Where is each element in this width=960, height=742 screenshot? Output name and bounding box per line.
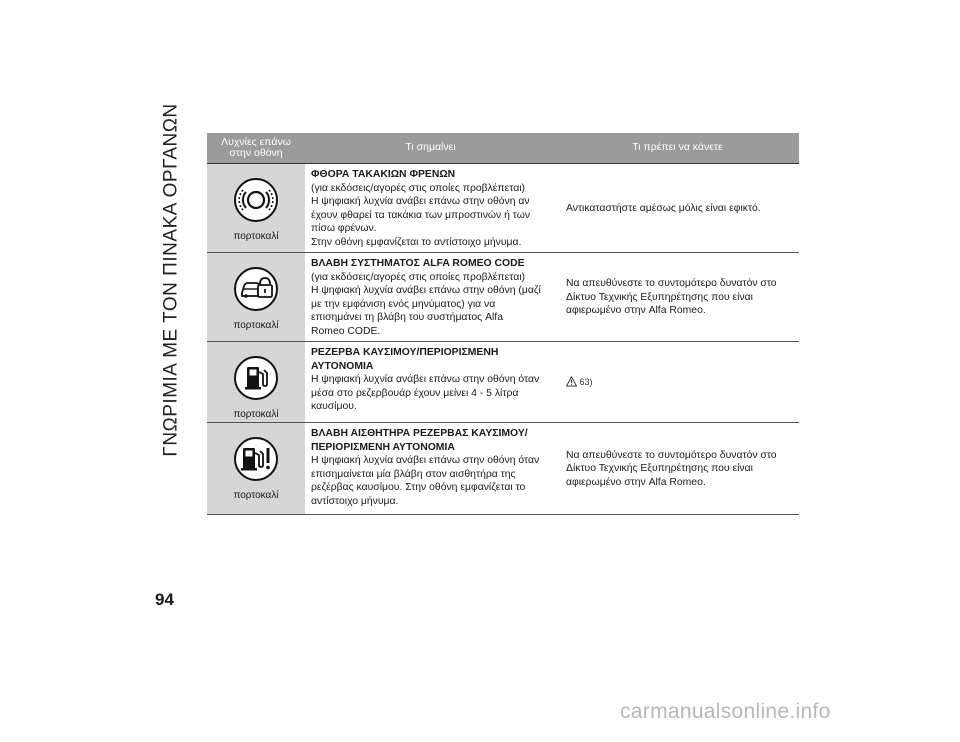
meaning-line: έχουν φθαρεί τα τακάκια των μπροστινών ή των: [311, 209, 531, 221]
car-lock-icon: [234, 267, 278, 311]
table-row: [207, 253, 799, 342]
warning-reference-number: 63): [579, 376, 593, 387]
meaning-cell: [305, 342, 556, 423]
meaning-line: (για εκδόσεις/αγορές στις οποίες προβλέπεται): [311, 271, 525, 283]
meaning-line: Η ψηφιακή λυχνία ανάβει επάνω στην οθόνη όταν: [311, 455, 540, 466]
action-line: Να απευθύνεστε το συντομότερο δυνατόν στο: [566, 449, 777, 461]
meaning-line: Romeo CODE.: [311, 325, 381, 337]
meaning-line: Η ψηφιακή λυχνία ανάβει επάνω στην οθόνη (μαζί: [311, 285, 541, 296]
action-line: Αντικαταστήστε αμέσως μόλις είναι εφικτό.: [566, 202, 761, 214]
page-number: 94: [155, 590, 174, 609]
row-title: ΒΛΑΒΗ ΑΙΣΘΗΤΗΡΑ ΡΕΖΕΡΒΑΣ ΚΑΥΣΙΜΟΥ/: [311, 428, 528, 439]
icon-cell: [207, 342, 305, 423]
warning-reference: [566, 377, 593, 387]
meaning-cell: [305, 164, 556, 253]
header-lamps-line1: Λυχνίες επάνω: [221, 136, 291, 148]
header-lamps: [207, 133, 305, 164]
action-line: Δίκτυο Τεχνικής Εξυπηρέτησης που είναι: [566, 291, 753, 303]
meaning-line: (για εκδόσεις/αγορές στις οποίες προβλέπεται): [311, 182, 525, 194]
table-header-row: [207, 133, 799, 164]
lamp-color-label: πορτοκαλί: [233, 408, 279, 420]
fuel-sensor-fault-icon: [234, 437, 278, 481]
action-line: Να απευθύνεστε το συντομότερο δυνατόν στο: [566, 278, 777, 290]
row-title: ΦΘΟΡΑ ΤΑΚΑΚΙΩΝ ΦΡΕΝΩΝ: [311, 169, 456, 180]
action-cell: [556, 423, 799, 515]
brake-pad-wear-icon: [234, 178, 278, 222]
meaning-line: Η ψηφιακή λυχνία ανάβει επάνω στην οθόνη αν: [311, 196, 530, 207]
meaning-line: καυσίμου.: [311, 401, 357, 412]
action-cell: [556, 253, 799, 342]
meaning-line: Στην οθόνη εμφανίζεται το αντίστοιχο μήνυμα.: [311, 236, 522, 248]
row-title: ΑΥΤΟΝΟΜΙΑ: [311, 360, 374, 372]
meaning-line: πίσω φρένων.: [311, 223, 377, 234]
header-action: Τι πρέπει να κάνετε: [556, 133, 799, 164]
lamp-color-label: πορτοκαλί: [233, 319, 279, 331]
row-title: ΡΕΖΕΡΒΑ ΚΑΥΣΙΜΟΥ/ΠΕΡΙΟΡΙΣΜΕΝΗ: [311, 347, 499, 358]
icon-cell: [207, 164, 305, 253]
meaning-line: μέσα στο ρεζερβουάρ έχουν μείνει 4 - 5 λίτρα: [311, 387, 519, 399]
action-line: αφιερωμένο στην Alfa Romeo.: [566, 476, 706, 488]
fuel-pump-icon: [234, 356, 278, 400]
icon-cell: [207, 253, 305, 342]
lamp-color-label: πορτοκαλί: [233, 230, 279, 242]
lamp-color-label: πορτοκαλί: [233, 489, 279, 501]
icon-cell: [207, 423, 305, 515]
section-title-text: ΓΝΩΡΙΜΙΑ ΜΕ ΤΟΝ ΠΙΝΑΚΑ ΟΡΓΑΝΩΝ: [161, 103, 183, 457]
action-cell: [556, 164, 799, 253]
meaning-cell: [305, 423, 556, 515]
meaning-line: αντίστοιχο μήνυμα.: [311, 495, 399, 507]
warning-triangle-icon: [566, 376, 577, 387]
section-title: [154, 103, 190, 457]
meaning-line: Η ψηφιακή λυχνία ανάβει επάνω στην οθόνη όταν: [311, 374, 540, 385]
row-title: ΒΛΑΒΗ ΣΥΣΤΗΜΑΤΟΣ ALFA ROMEO CODE: [311, 258, 525, 269]
header-meaning: Τι σημαίνει: [305, 133, 556, 164]
meaning-cell: [305, 253, 556, 342]
meaning-line: ρεζέρβας καυσίμου. Στην οθόνη εμφανίζεται το: [311, 482, 526, 493]
table-row: [207, 164, 799, 253]
action-cell: [556, 342, 799, 423]
table-row: [207, 423, 799, 515]
meaning-line: επισημάνει τη βλάβη του συστήματος Alfa: [311, 312, 503, 323]
meaning-line: με την εμφάνιση ενός μηνύματος) για να: [311, 298, 496, 310]
action-line: αφιερωμένο στην Alfa Romeo.: [566, 305, 706, 317]
row-title: ΠΕΡΙΟΡΙΣΜΕΝΗ ΑΥΤΟΝΟΜΙΑ: [311, 441, 455, 453]
meaning-line: επισημαίνεται μία βλάβη στον αισθητήρα της: [311, 468, 516, 480]
watermark: carmanualsonline.info: [620, 700, 831, 723]
warning-lights-table: [207, 133, 799, 515]
action-line: Δίκτυο Τεχνικής Εξυπηρέτησης που είναι: [566, 463, 753, 475]
header-lamps-line2: στην οθόνη: [229, 147, 283, 159]
table-row: [207, 342, 799, 423]
